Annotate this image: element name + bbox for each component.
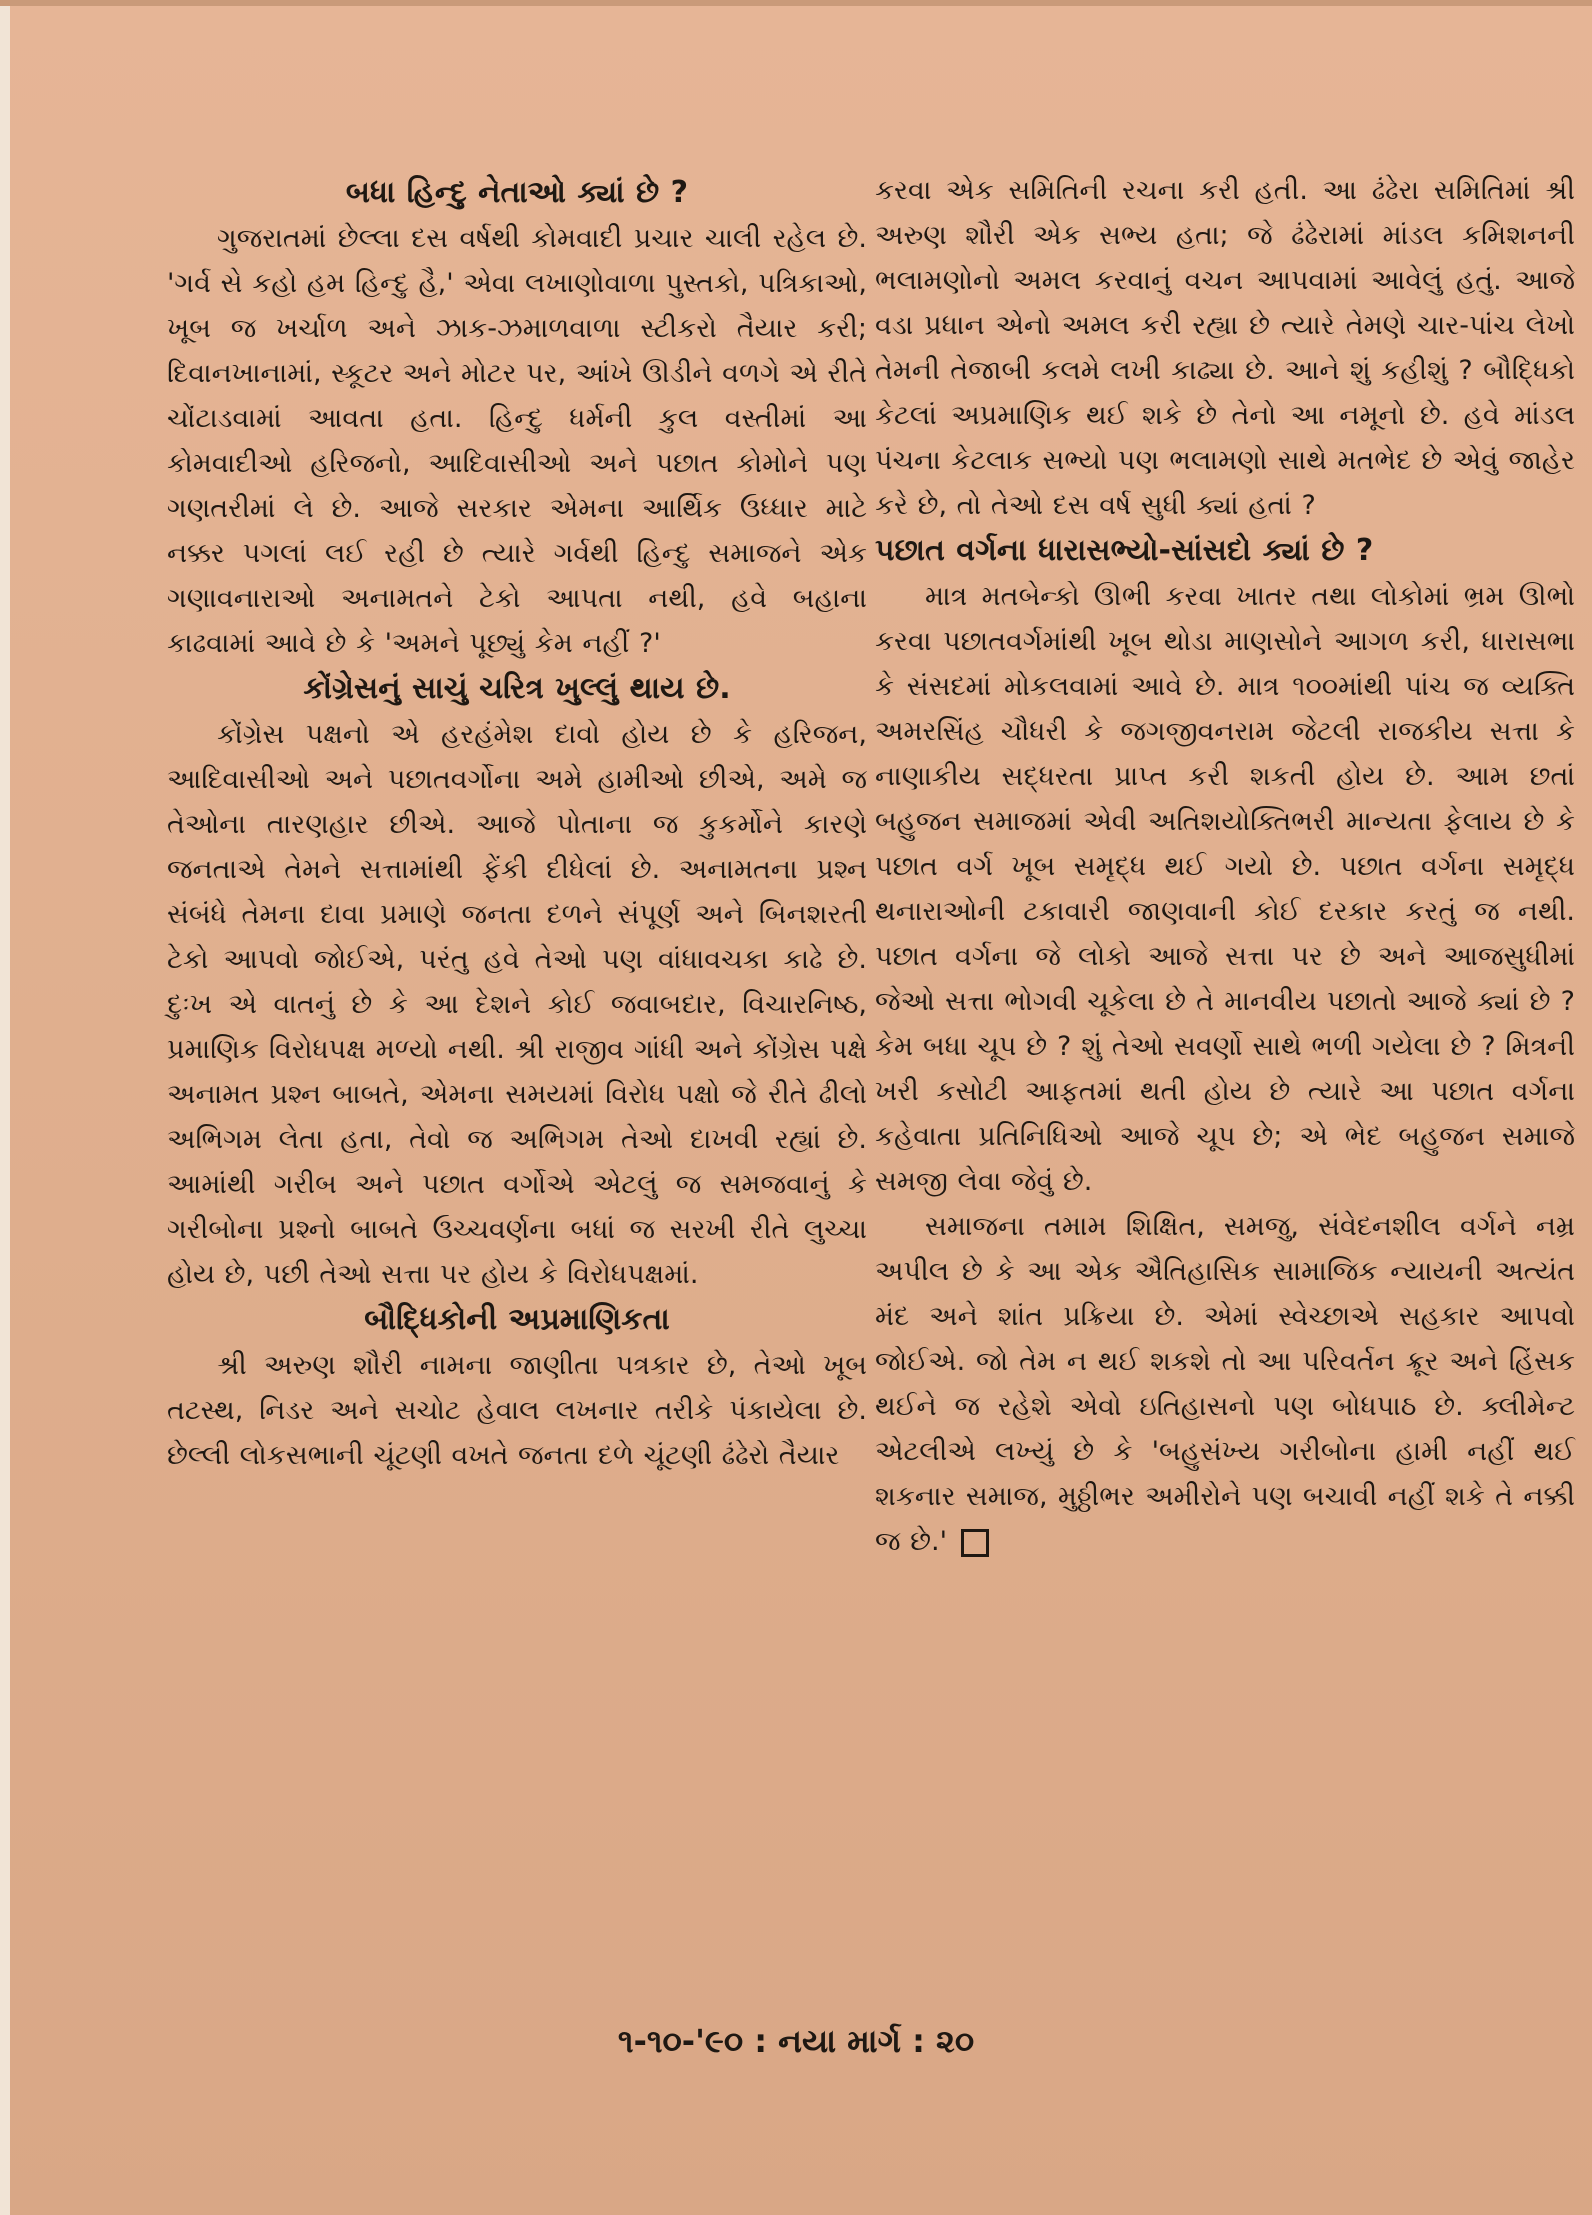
- appeal-text: સમાજના તમામ શિક્ષિત, સમજુ, સંવેદનશીલ વર્ગને નમ્ર અપીલ છે કે આ એક ઐતિહાસિક સામાજિક ન્યાયની અત્યંત મંદ અને શાંત પ્રક્રિયા છે. એમાં સ્વેચ્છાએ સહકાર આપવો જોઈએ. જો તેમ ન થઈ શકશે તો આ પરિવર્તન ક્રૂર અને હિંસક થઈને જ રહેશે એવો ઇતિહાસનો પણ બોધપાઠ છે. ક્લીમેન્ટ એટલીએ લખ્યું છે કે 'બહુસંખ્ય ગરીબોના હામી નહીં થઈ શકનાર સમાજ, મુઠ્ઠીભર અમીરોને પણ બચાવી નહીં શકે તે નક્કી જ છે.': [875, 1211, 1575, 1557]
- heading-intellectual-dishonesty: બૌદ્ધિકોની અપ્રમાણિકતા: [364, 1302, 670, 1337]
- right-column: [875, 168, 1575, 1564]
- paragraph-communal-propaganda: ગુજરાતમાં છેલ્લા દસ વર્ષથી કોમવાદી પ્રચાર ચાલી રહેલ છે. 'ગર્વ સે કહો હમ હિન્દુ હૈ,' એવા લખાણોવાળા પુસ્તકો, પત્રિકાઓ, ખૂબ જ ખર્ચાળ અને ઝાક-ઝમાળવાળા સ્ટીકરો તૈયાર કરી; દિવાનખાનામાં, સ્કૂટર અને મોટર પર, આંખે ઊડીને વળગે એ રીતે ચોંટાડવામાં આવતા હતા. હિન્દુ ધર્મની કુલ વસ્તીમાં આ કોમવાદીઓ હરિજનો, આદિવાસીઓ અને પછાત કોમોને પણ ગણતરીમાં લે છે. આજે સરકાર એમના આર્થિક ઉધ્ધાર માટે નક્કર પગલાં લઈ રહી છે ત્યારે ગર્વથી હિન્દુ સમાજને એક ગણાવનારાઓ અનામતને ટેકો આપતા નથી, હવે બહાના કાઢવામાં આવે છે કે 'અમને પૂછ્યું કેમ નહીં ?': [167, 223, 867, 659]
- left-column: [167, 170, 867, 1478]
- end-of-article-icon: [961, 1529, 989, 1557]
- paragraph-congress-party: કોંગ્રેસ પક્ષનો એ હરહંમેશ દાવો હોય છે કે હરિજન, આદિવાસીઓ અને પછાતવર્ગોના અમે હામીઓ છીએ, અમે જ તેઓના તારણહાર છીએ. આજે પોતાના જ કુકર્મોને કારણે જનતાએ તેમને સત્તામાંથી ફેંકી દીધેલાં છે. અનામતના પ્રશ્ન સંબંધે તેમના દાવા પ્રમાણે જનતા દળને સંપૂર્ણ અને બિનશરતી ટેકો આપવો જોઈએ, પરંતુ હવે તેઓ પણ વાંધાવચકા કાઢે છે. દુઃખ એ વાતનું છે કે આ દેશને કોઈ જવાબદાર, વિચારનિષ્ઠ, પ્રમાણિક વિરોધપક્ષ મળ્યો નથી. શ્રી રાજીવ ગાંધી અને કોંગ્રેસ પક્ષે અનામત પ્રશ્ન બાબતે, એમના સમયમાં વિરોધ પક્ષો જે રીતે ઢીલો અભિગમ લેતા હતા, તેવો જ અભિગમ તેઓ દાખવી રહ્યાં છે. આમાંથી ગરીબ અને પછાત વર્ગોએ એટલું જ સમજવાનું કે ગરીબોના પ્રશ્નો બાબતે ઉચ્ચવર્ણના બધાં જ સરખી રીતે લુચ્ચા હોય છે, પછી તેઓ સત્તા પર હોય કે વિરોધપક્ષમાં.: [167, 719, 867, 1290]
- paragraph-manifesto-committee: કરવા એક સમિતિની રચના કરી હતી. આ ઢંઢેરા સમિતિમાં શ્રી અરુણ શૌરી એક સભ્ય હતા; જે ઢંઢેરામાં માંડલ કમિશનની ભલામણોનો અમલ કરવાનું વચન આપવામાં આવેલું હતું. આજે વડા પ્રધાન એનો અમલ કરી રહ્યા છે ત્યારે તેમણે ચાર-પાંચ લેખો તેમની તેજાબી કલમે લખી કાઢ્યા છે. આને શું કહીશું ? બૌદ્ધિકો કેટલાં અપ્રમાણિક થઈ શકે છે તેનો આ નમૂનો છે. હવે માંડલ પંચના કેટલાક સભ્યો પણ ભલામણો સાથે મતભેદ છે એવું જાહેર કરે છે, તો તેઓ દસ વર્ષ સુધી ક્યાં હતાં ?: [875, 175, 1575, 521]
- heading-backward-legislators: પછાત વર્ગના ધારાસભ્યો-સાંસદો ક્યાં છે ?: [875, 533, 1374, 568]
- paragraph-arun-shourie: શ્રી અરુણ શૌરી નામના જાણીતા પત્રકાર છે, તેઓ ખૂબ તટસ્થ, નિડર અને સચોટ હેવાલ લખનાર તરીકે પંકાયેલા છે. છેલ્લી લોકસભાની ચૂંટણી વખતે જનતા દળે ચૂંટણી ઢંઢેરો તૈયાર: [167, 1350, 867, 1471]
- paragraph-vote-banks: માત્ર મતબેન્કો ઊભી કરવા ખાતર તથા લોકોમાં ભ્રમ ઊભો કરવા પછાતવર્ગમાંથી ખૂબ થોડા માણસોને આગળ કરી, ધારાસભા કે સંસદમાં મોકલવામાં આવે છે. માત્ર ૧૦૦માંથી પાંચ જ વ્યક્તિ અમરસિંહ ચૌધરી કે જગજીવનરામ જેટલી રાજકીય સત્તા કે નાણાકીય સદ્ધરતા પ્રાપ્ત કરી શકતી હોય છે. આમ છતાં બહુજન સમાજમાં એવી અતિશયોક્તિભરી માન્યતા ફેલાય છે કે પછાત વર્ગ ખૂબ સમૃદ્ધ થઈ ગયો છે. પછાત વર્ગના સમૃદ્ધ થનારાઓની ટકાવારી જાણવાની કોઈ દરકાર કરતું જ નથી. પછાત વર્ગના જે લોકો આજે સત્તા પર છે અને આજસુધીમાં જેઓ સત્તા ભોગવી ચૂકેલા છે તે માનવીય પછાતો આજે ક્યાં છે ? કેમ બધા ચૂપ છે ? શું તેઓ સવર્ણો સાથે ભળી ગયેલા છે ? મિત્રની ખરી કસોટી આફતમાં થતી હોય છે ત્યારે આ પછાત વર્ગના કહેવાતા પ્રતિનિધિઓ આજે ચૂપ છે; એ ભેદ બહુજન સમાજે સમજી લેવા જેવું છે.: [875, 581, 1575, 1197]
- paragraph-appeal: [875, 1204, 1575, 1564]
- page-footer: ૧-૧૦-'૯૦ : નયા માર્ગ : ૨૦: [617, 2022, 975, 2060]
- heading-hindu-leaders: બધા હિન્દુ નેતાઓ ક્યાં છે ?: [345, 175, 689, 210]
- heading-congress-character: કોંગ્રેસનું સાચું ચરિત્ર ખુલ્લું થાય છે.: [303, 671, 731, 706]
- page-edge: [0, 0, 10, 2215]
- page-top-edge: [0, 0, 1592, 6]
